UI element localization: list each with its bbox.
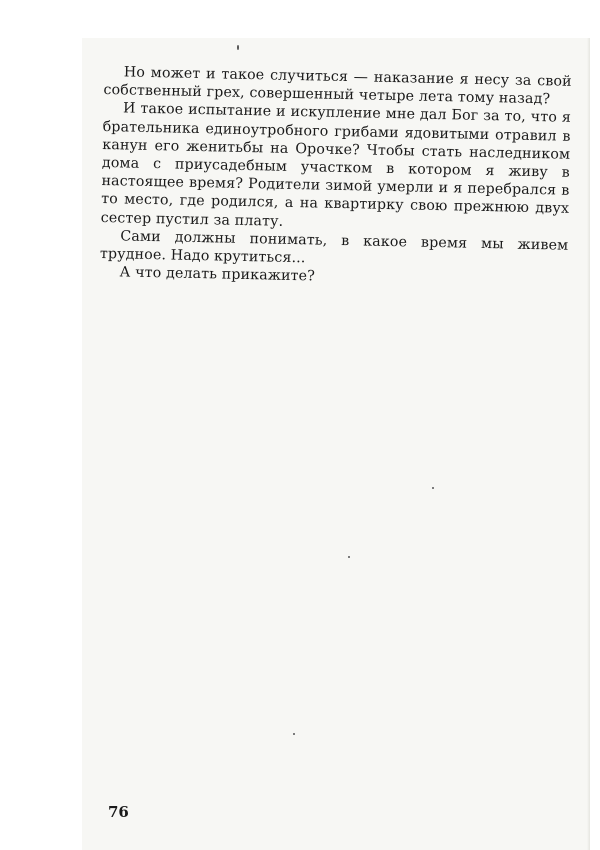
paragraph-1: Но может и такое случиться — наказание я несу за свой собственный грех, совершенный четыре лета тому назад?: [103, 64, 572, 108]
scan-speck: [348, 556, 350, 558]
scan-speck: [432, 487, 434, 489]
page-edge-shadow: [587, 38, 590, 850]
scan-speck: [237, 45, 239, 50]
page-number: 76: [108, 803, 129, 821]
scan-speck: [293, 733, 295, 735]
paragraph-4: А что делать прикажите?: [119, 264, 316, 285]
paragraph-2: И такое испытание и искупление мне дал Бог за то, что я брательника единоутробного грибами ядовитыми отравил в канун его женитьбы на Орочке? Чтобы стать наследником дома с приусадебным участком в котором я живу в настоящее время? Родители зимой умерли и я перебрался в то место, где родился, а на квартирку свою прежнюю двух сестер пустил за плату.: [100, 100, 572, 230]
paragraph-3: Сами должны понимать, в какое время мы живем трудное. Надо крутиться...: [99, 228, 569, 267]
body-text: [99, 63, 571, 291]
